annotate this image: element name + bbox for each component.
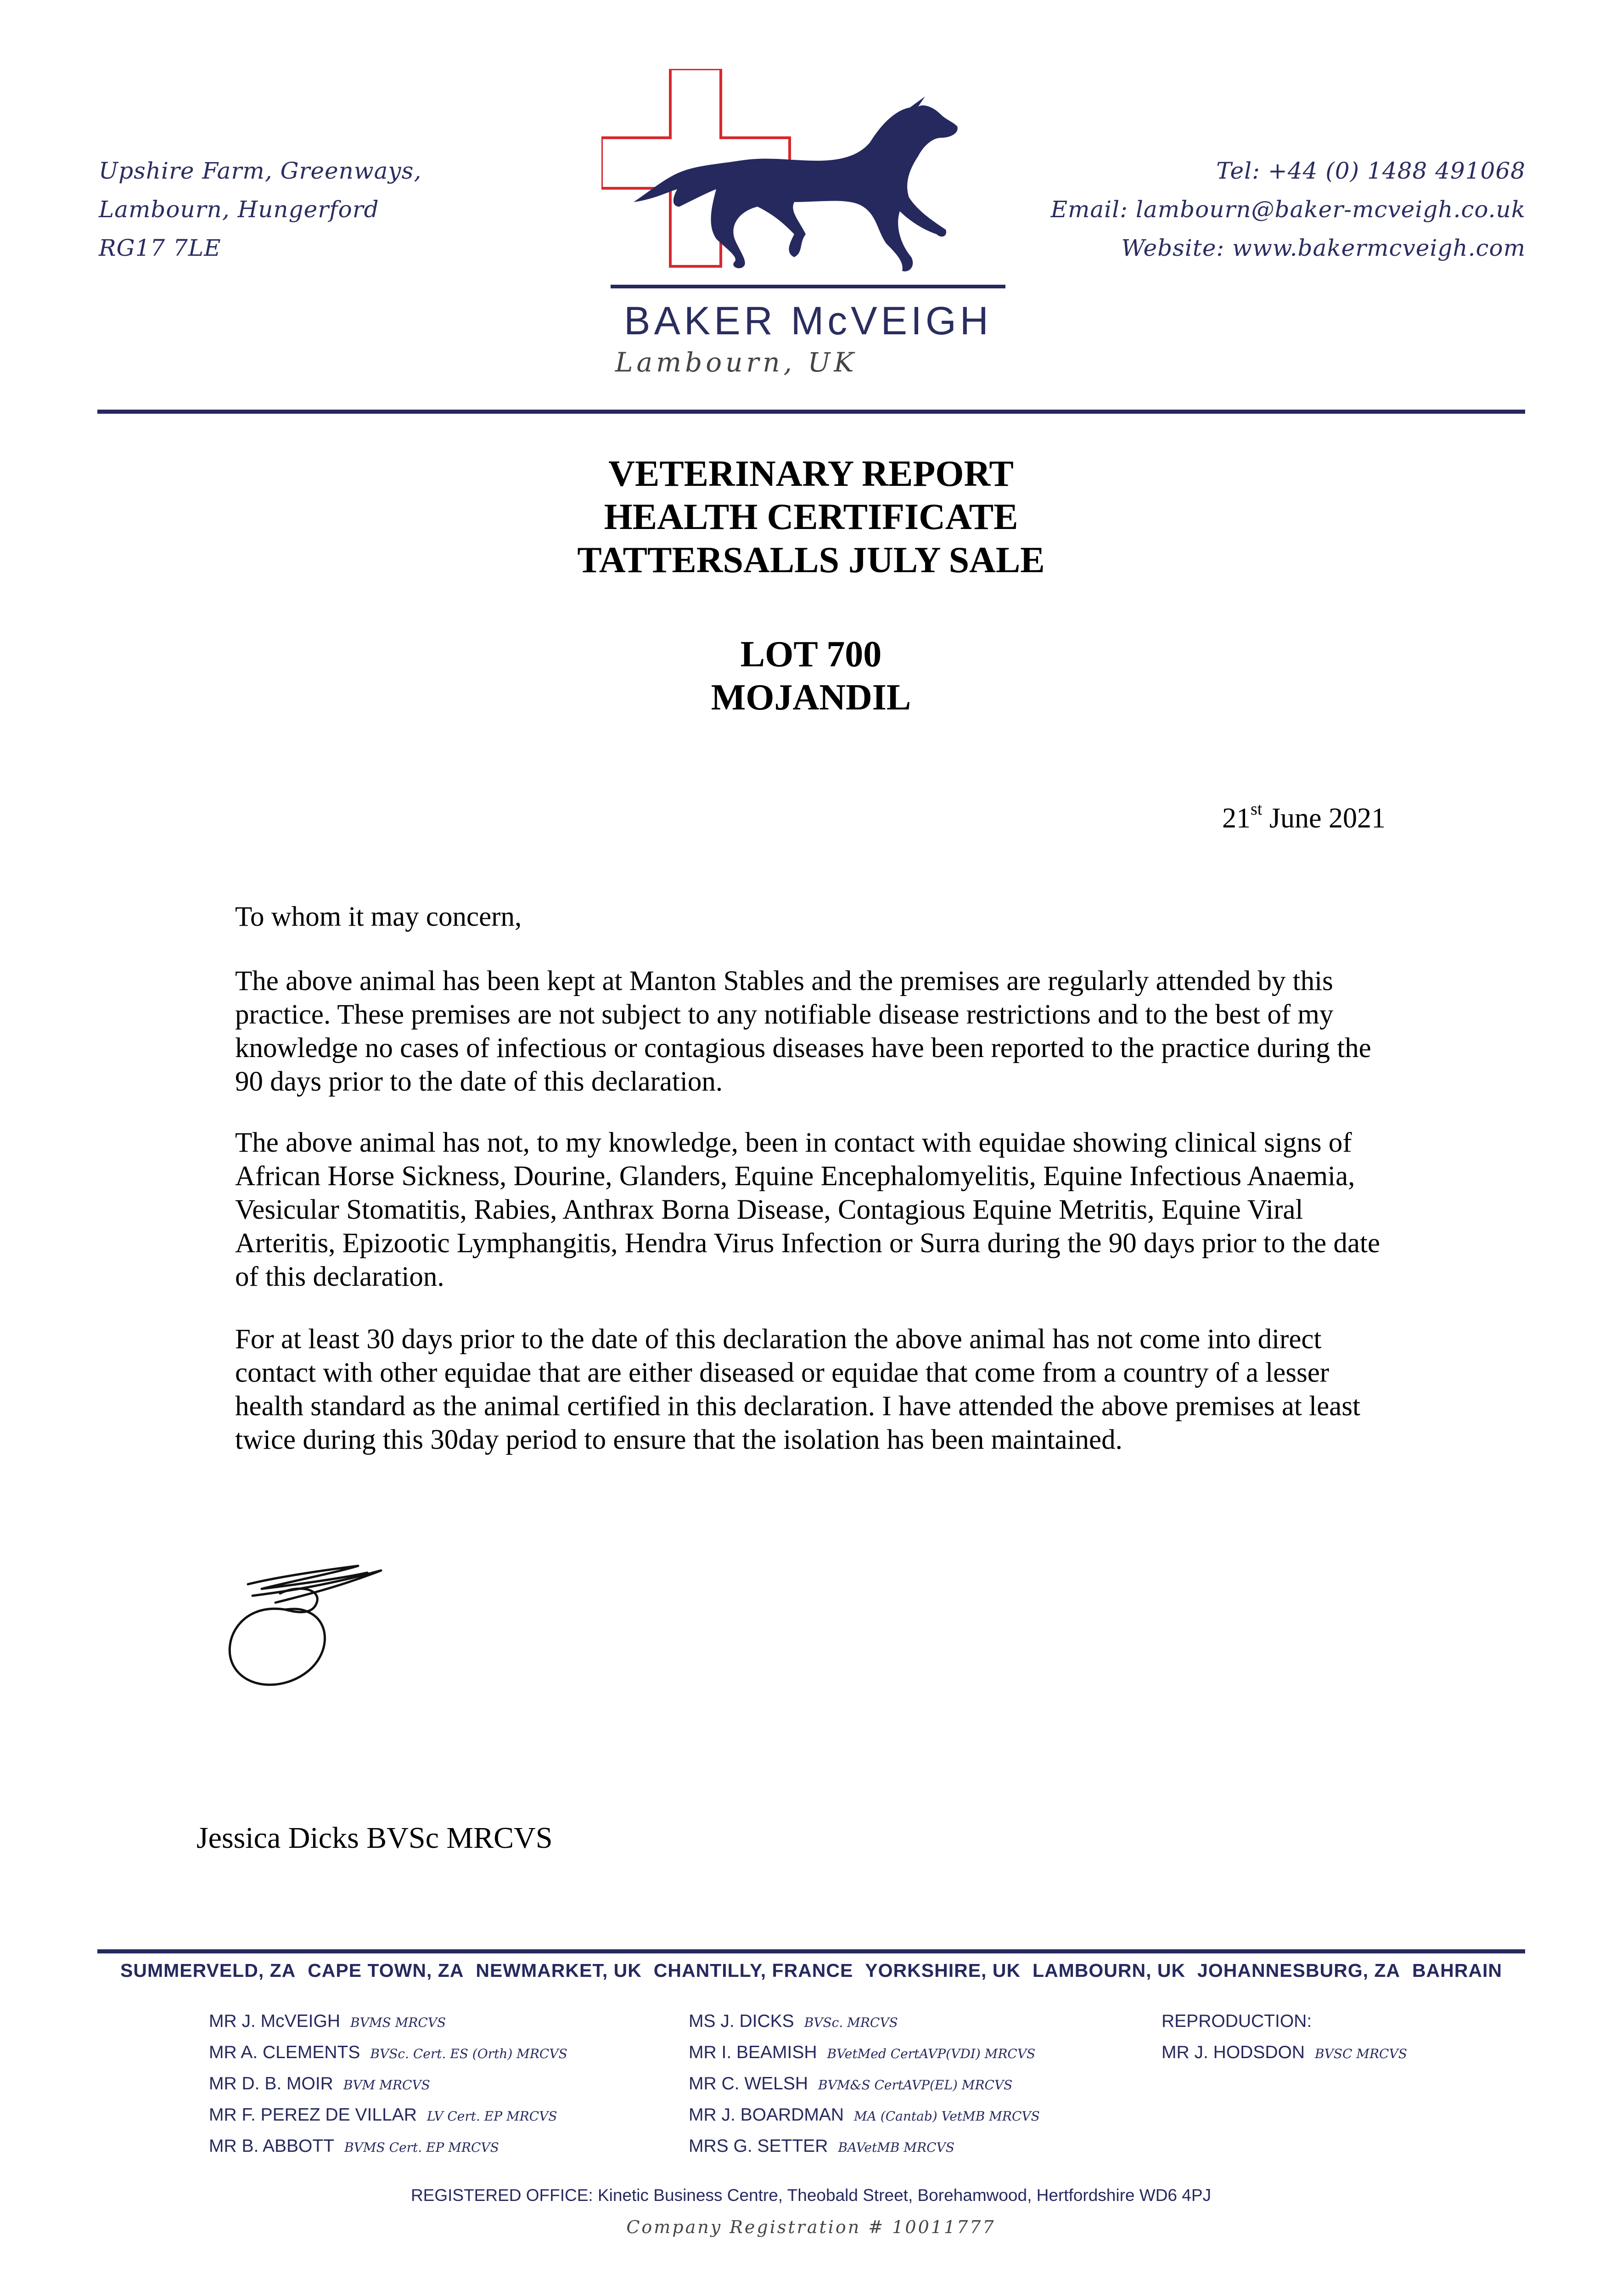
address-line: Lambourn, Hungerford [99, 196, 379, 223]
location-item: CHANTILLY, FRANCE [653, 1960, 853, 1981]
staff-name: MS J. DICKS [689, 2011, 794, 2031]
report-date [1222, 799, 1386, 835]
lot-heading [0, 633, 1622, 719]
staff-qualification: BVM MRCVS [343, 2077, 430, 2093]
header-divider [97, 410, 1525, 414]
address-line: RG17 7LE [99, 235, 221, 261]
staff-entry [209, 2074, 567, 2105]
staff-entry [689, 2105, 1040, 2136]
address-line: Upshire Farm, Greenways, [99, 158, 422, 184]
date-day: 21 [1222, 803, 1251, 834]
office-locations [97, 1960, 1525, 1981]
staff-entry [209, 2011, 567, 2043]
staff-entry [689, 2043, 1040, 2074]
brand-location: Lambourn, UK [615, 347, 858, 378]
staff-qualification: BAVetMB MRCVS [838, 2140, 954, 2155]
email[interactable]: Email: lambourn@baker-mcveigh.co.uk [1050, 196, 1526, 223]
practice-address [99, 152, 421, 267]
date-month-year: June 2021 [1262, 803, 1386, 834]
staff-list-1 [209, 2011, 567, 2167]
staff-name: MR J. BOARDMAN [689, 2105, 844, 2125]
staff-qualification: LV Cert. EP MRCVS [427, 2109, 557, 2124]
brand-name: BAKER McVEIGH [624, 299, 992, 343]
staff-name: MR J. McVEIGH [209, 2011, 341, 2031]
logo-rule [611, 285, 1005, 288]
location-item: JOHANNESBURG, ZA [1197, 1960, 1401, 1981]
location-item: NEWMARKET, UK [476, 1960, 642, 1981]
staff-name: MR D. B. MOIR [209, 2074, 333, 2093]
location-item: CAPE TOWN, ZA [308, 1960, 464, 1981]
registered-office: REGISTERED OFFICE: Kinetic Business Centre, Theobald Street, Borehamwood, Hertfordshire WD6 4PJ [410, 2186, 1212, 2205]
staff-qualification: MA (Cantab) VetMB MRCVS [854, 2109, 1040, 2124]
title-line: HEALTH CERTIFICATE [604, 497, 1018, 537]
staff-name: MR C. WELSH [689, 2074, 808, 2093]
practice-contact [1050, 152, 1526, 267]
reproduction-label: REPRODUCTION: [1162, 2011, 1312, 2031]
paragraph-disease-contact: The above animal has not, to my knowledge, been in contact with equidae showing clinical signs of African Horse Sickness, Dourine, Glanders, Equine Encephalomyelitis, Equine Infectious Anaemia, Vesicular Stomatitis, Rabies, Anthrax Borna Disease, Contagious Equine Metritis, Equine Viral Arteritis, Epizootic Lymphangitis, Hendra Virus Infection or Surra during the 90 days prior to the date of this declaration. [235, 1127, 1380, 1292]
staff-name: MR J. HODSDON [1162, 2043, 1305, 2062]
staff-list-3 [1162, 2011, 1407, 2074]
signer-name: Jessica Dicks BVSc MRCVS [196, 1821, 553, 1855]
staff-qualification: BVMS MRCVS [350, 2015, 446, 2030]
paragraph-premises: The above animal has been kept at Manton Stables and the premises are regularly attended by this practice. These premises are not subject to any notifiable disease restrictions and to the best of my knowledge no cases of infectious or contagious diseases have been reported to the practice during the 90 days prior to the date of this declaration. [235, 966, 1371, 1097]
staff-name: MRS G. SETTER [689, 2136, 828, 2156]
website[interactable]: Website: www.bakermcveigh.com [1121, 235, 1526, 261]
lot-number: LOT 700 [740, 634, 882, 675]
footer-divider [97, 1949, 1525, 1953]
paragraph-isolation: For at least 30 days prior to the date of this declaration the above animal has not come into direct contact with other equidae that are either diseased or equidae that come from a country of a lesser health standard as the animal certified in this declaration. I have attended the above premises at least twice during this 30day period to ensure that the isolation has been maintained. [235, 1324, 1360, 1455]
salutation: To whom it may concern, [235, 901, 522, 932]
staff-qualification: BVetMed CertAVP(VDI) MRCVS [827, 2046, 1036, 2061]
telephone: Tel: +44 (0) 1488 491068 [1216, 158, 1526, 184]
horse-icon [634, 96, 958, 271]
staff-qualification: BVMS Cert. EP MRCVS [344, 2140, 499, 2155]
company-registration: Company Registration # 10011777 [626, 2217, 996, 2237]
date-suffix: st [1250, 799, 1263, 819]
staff-entry [209, 2043, 567, 2074]
staff-name: MR B. ABBOTT [209, 2136, 335, 2156]
staff-list-2 [689, 2011, 1040, 2167]
staff-name: MR I. BEAMISH [689, 2043, 817, 2062]
location-item: LAMBOURN, UK [1032, 1960, 1186, 1981]
staff-qualification: BVSc. Cert. ES (Orth) MRCVS [370, 2046, 567, 2061]
staff-entry [1162, 2043, 1407, 2074]
location-item: BAHRAIN [1412, 1960, 1502, 1981]
baker-mcveigh-logo [601, 69, 1015, 326]
staff-entry [209, 2105, 567, 2136]
horse-name: MOJANDIL [711, 677, 911, 718]
staff-qualification: BVM&S CertAVP(EL) MRCVS [818, 2077, 1013, 2093]
location-item: SUMMERVELD, ZA [120, 1960, 296, 1981]
staff-entry [689, 2011, 1040, 2043]
staff-name: MR F. PEREZ DE VILLAR [209, 2105, 417, 2125]
staff-qualification: BVSC MRCVS [1315, 2046, 1407, 2061]
location-item: YORKSHIRE, UK [865, 1960, 1021, 1981]
staff-name: MR A. CLEMENTS [209, 2043, 360, 2062]
staff-entry [689, 2074, 1040, 2105]
title-line: TATTERSALLS JULY SALE [577, 540, 1045, 580]
title-line: VETERINARY REPORT [608, 454, 1014, 494]
report-title [0, 452, 1622, 582]
staff-qualification: BVSc. MRCVS [804, 2015, 898, 2030]
staff-entry [689, 2136, 1040, 2167]
handwritten-signature [220, 1552, 459, 1727]
staff-entry [209, 2136, 567, 2167]
